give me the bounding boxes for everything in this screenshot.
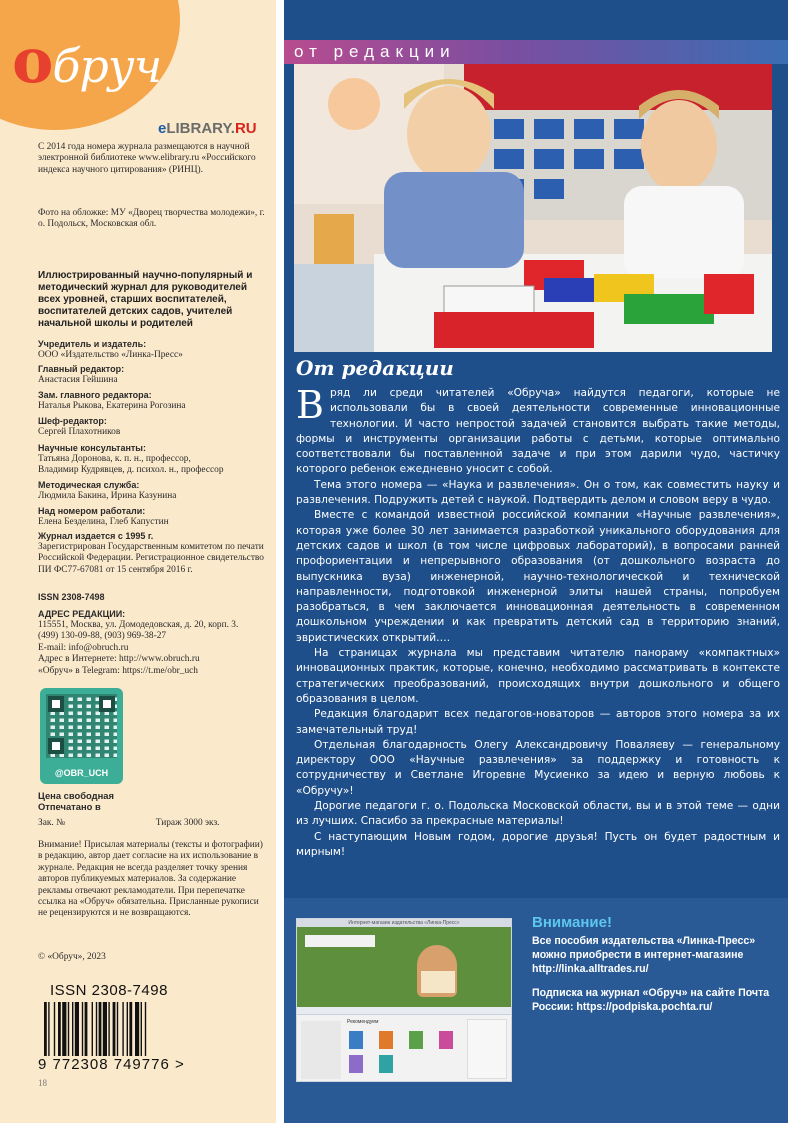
chief-editor-value: Анастасия Гейшина bbox=[38, 375, 118, 385]
elibrary-logo: eLIBRARY.RU bbox=[158, 120, 257, 137]
paragraph-7: Дорогие педагоги г. о. Подольска Московской области, вы и в этой теме — одни из лучших. Спасибо за прекрасные материалы! bbox=[296, 800, 780, 828]
drop-cap: В bbox=[296, 383, 324, 427]
shop-promo-panel bbox=[284, 898, 788, 1123]
worked-label: Над номером работали: bbox=[38, 506, 146, 516]
qr-corner-mark bbox=[99, 696, 115, 712]
masthead-column bbox=[0, 0, 276, 1123]
children-with-blocks-illustration bbox=[294, 64, 772, 352]
method-value: Людмила Бакина, Ирина Казунина bbox=[38, 491, 177, 501]
attention-block bbox=[532, 914, 772, 1014]
founder-block bbox=[38, 339, 266, 361]
chief-editor-label: Главный редактор: bbox=[38, 364, 125, 374]
site-banner bbox=[297, 927, 511, 1007]
phones: (499) 130-09-88, (903) 969-38-27 bbox=[38, 631, 167, 642]
method-label: Методическая служба: bbox=[38, 480, 140, 490]
cover-photo-note: Фото на обложке: МУ «Дворец творчества молодежи», г. о. Подольск, Московская обл. bbox=[38, 208, 265, 230]
legal-notice: Внимание! Присылая материалы (тексты и фотографии) в редакцию, автор дает согласие на их использование в журнале. Редакция не всегда разделяет точку зрения авторов публикуемых материалов. За содержание рекламы отвечают рекламодатели. При перепечатке ссылка на «Обруч» обязательна. Присланные рукописи не рецензируются и не возвращаются. bbox=[38, 840, 263, 919]
attention-title: Внимание! bbox=[532, 914, 612, 931]
address-value: 115551, Москва, ул. Домодедовская, д. 20, корп. 3. bbox=[38, 620, 239, 630]
magazine-description: Иллюстрированный научно-популярный и методический журнал для руководителей всех уровней, старших воспитателей, воспитателей детских садов, учителей начальной школы и родителей bbox=[38, 270, 253, 329]
registration-block bbox=[38, 531, 266, 576]
telegram: «Обруч» в Telegram: https://t.me/obr_uch bbox=[38, 665, 198, 676]
editorial-column bbox=[284, 0, 788, 1123]
barcode-bars bbox=[44, 1002, 182, 1058]
chef-editor-label: Шеф-редактор: bbox=[38, 416, 107, 426]
registration-text: Зарегистрирован Государственным комитетом по печати Российской Федерации. Регистрационное свидетельство ПИ ФС77-67081 от 15 сентября 2016 г. bbox=[38, 542, 264, 575]
address-block bbox=[38, 609, 266, 677]
qr-corner-mark bbox=[48, 738, 64, 754]
published-since: Журнал издается с 1995 г. bbox=[38, 531, 154, 541]
order-label: Зак. № bbox=[38, 818, 66, 828]
circulation: Тираж 3000 экз. bbox=[155, 818, 220, 828]
order-line bbox=[38, 818, 266, 829]
printed-line: Отпечатано в bbox=[38, 801, 101, 813]
site-header: Интернет-магазин издательства «Линка-Пресс» bbox=[297, 919, 511, 927]
page-number: 18 bbox=[38, 1078, 47, 1088]
consultants-value-2: Владимир Кудрявцев, д. психол. н., профессор bbox=[38, 465, 224, 476]
paragraph-2: Тема этого номера — «Наука и развлечения». Он о том, как совместить науку и развлечения. Подружить детей с наукой. Подтвердить делом и словом веру в чудо. bbox=[296, 478, 780, 507]
founder-label: Учредитель и издатель: bbox=[38, 339, 147, 349]
editorial-text bbox=[296, 383, 780, 860]
editorial-heading: От редакции bbox=[296, 356, 454, 380]
telegram-qr-code[interactable] bbox=[40, 688, 123, 784]
paragraph-3: Вместе с командой известной российской компании «Научные развлечения», которая уже более 30 лет занимается разработкой уникального оборудования для детских садов и школ (в том числе цифровых лабораторий), в вопросами ранней профориентации и непрерывного образования (от дошкольного возраста до выпускника вуза) инженерной, научно-технологической и технической направленности, подготовкой инженерной элиты нашей страны, попробуем разобраться, в чем заключается инновационная деятельность в современном дошкольном учреждении и как превратить детский сад в территорию знаний, эвристических открытий…. bbox=[296, 509, 780, 644]
paragraph-8: С наступающим Новым годом, дорогие друзья! Пусть он будет радостным и мирным! bbox=[296, 830, 780, 858]
chef-editor-block bbox=[38, 416, 266, 438]
deputy-editor-value: Наталья Рыкова, Екатерина Рогозина bbox=[38, 401, 186, 411]
email: E-mail: info@obruch.ru bbox=[38, 642, 129, 653]
website: Адрес в Интернете: http://www.obruch.ru bbox=[38, 654, 200, 665]
consultants-block bbox=[38, 443, 266, 477]
method-block bbox=[38, 480, 266, 502]
qr-corner-mark bbox=[48, 696, 64, 712]
price-block bbox=[38, 790, 266, 813]
consultants-value-1: Татьяна Доронова, к. п. н., профессор, bbox=[38, 454, 191, 464]
worked-block bbox=[38, 506, 266, 528]
paragraph-1: Вряд ли среди читателей «Обруча» найдутся педагоги, которые не использовали бы в своей деятельности современные инновационные технологии. И часто непростой задачей становится выбрать такие методы, формы и инструменты организации работы с детьми, которые оптимально соответствовали бы поставленной задаче и при этом дарили чудо, частичку которого ребенок ежедневно уносит с собой. bbox=[296, 383, 780, 476]
barcode-issn: ISSN 2308-7498 bbox=[50, 982, 168, 999]
shop-link-text[interactable]: Все пособия издательства «Линка-Пресс» можно приобрести в интернет-магазине http://linka.alltrades.ru/ bbox=[532, 935, 756, 975]
deputy-editor-label: Зам. главного редактора: bbox=[38, 390, 152, 400]
online-shop-screenshot[interactable] bbox=[296, 918, 512, 1082]
chief-editor-block bbox=[38, 364, 266, 386]
qr-handle: @OBR_UCH bbox=[54, 768, 109, 778]
address-label: АДРЕС РЕДАКЦИИ: bbox=[38, 609, 126, 619]
price-line: Цена свободная bbox=[38, 790, 114, 801]
cover-photo bbox=[294, 64, 772, 352]
paragraph-4: На страницах журнала мы представим читателю панораму «компактных» инновационных практик, которые, конечно, необходимо рассматривать в контексте стратегических преобразований, происходящих внутри дошкольного и общего образования в целом. bbox=[296, 647, 780, 705]
copyright: © «Обруч», 2023 bbox=[38, 952, 106, 962]
issn-line: ISSN 2308-7498 bbox=[38, 592, 105, 602]
founder-value: ООО «Издательство «Линка-Пресс» bbox=[38, 350, 183, 360]
section-band bbox=[284, 40, 788, 64]
deputy-editor-block bbox=[38, 390, 266, 412]
barcode bbox=[38, 980, 188, 1080]
chef-editor-value: Сергей Плахотников bbox=[38, 427, 121, 437]
elibrary-note: С 2014 года номера журнала размещаются в научной электронной библиотеке www.elibrary.ru «Российского индекса научного цитирования» (РИНЦ). bbox=[38, 142, 256, 175]
site-box-title: Рекомендуем bbox=[347, 1019, 379, 1025]
consultants-label: Научные консультанты: bbox=[38, 443, 146, 453]
paragraph-6: Отдельная благодарность Олегу Александровичу Поваляеву — генеральному директору ООО «Научные развлечения» за поддержку и готовность к сотрудничеству и Светлане Игоревне Мусиенко за идею и верную любовь к «Обручу»! bbox=[296, 738, 780, 797]
section-title: от редакции bbox=[294, 42, 456, 61]
barcode-digits: 9 772308 749776 > bbox=[38, 1056, 185, 1073]
paragraph-5: Редакция благодарит всех педагогов-новаторов — авторов этого номера за их замечательный труд! bbox=[296, 708, 780, 736]
magazine-logo: обруч bbox=[12, 24, 162, 97]
subscription-link-text[interactable]: Подписка на журнал «Обруч» на сайте Почта России: https://podpiska.pochta.ru/ bbox=[532, 987, 770, 1013]
worked-value: Елена Безделина, Глеб Капустин bbox=[38, 517, 169, 527]
